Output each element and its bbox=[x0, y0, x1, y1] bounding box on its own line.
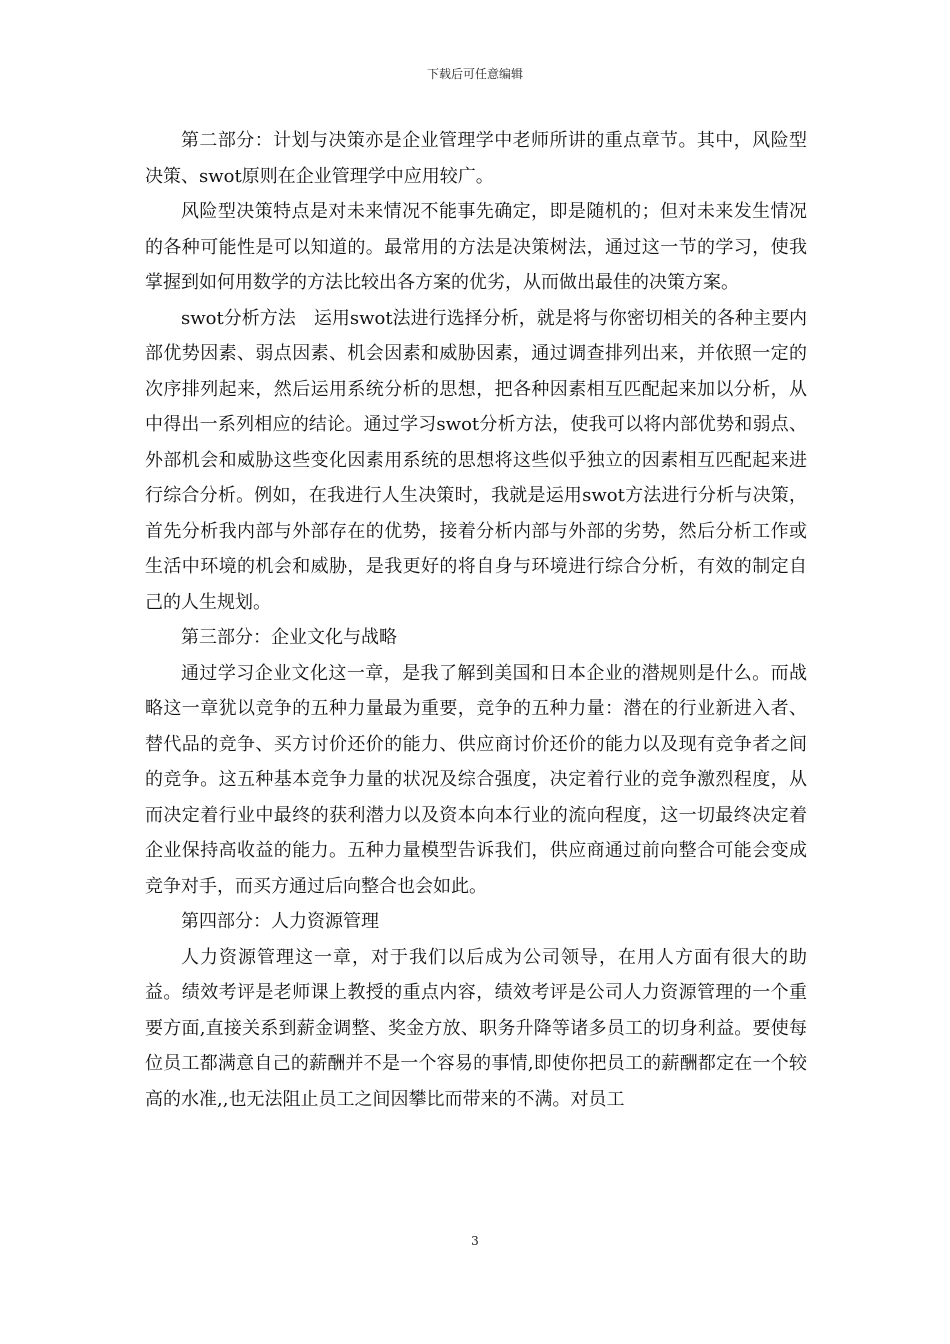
document-body bbox=[145, 123, 807, 1117]
section-heading-part-three: 第三部分：企业文化与战略 bbox=[181, 627, 397, 648]
paragraph-risk-decision: 风险型决策特点是对未来情况不能事先确定，即是随机的；但对未来发生情况的各种可能性是可以知道的。最常用的方法是决策树法，通过这一节的学习，使我掌握到如何用数学的方法比较出各方案的优劣，从而做出最佳的决策方案。 bbox=[145, 201, 807, 293]
page-number: 3 bbox=[471, 1234, 479, 1248]
section-heading-part-four: 第四部分：人力资源管理 bbox=[181, 911, 379, 932]
paragraph-part-two-intro: 第二部分：计划与决策亦是企业管理学中老师所讲的重点章节。其中，风险型决策、swot原则在企业管理学中应用较广。 bbox=[145, 130, 807, 187]
paragraph-human-resources: 人力资源管理这一章，对于我们以后成为公司领导，在用人方面有很大的助益。绩效考评是老师课上教授的重点内容，绩效考评是公司人力资源管理的一个重要方面,直接关系到薪金调整、奖金方放、职务升降等诸多员工的切身利益。要使每位员工都满意自己的薪酬并不是一个容易的事情,即使你把员工的薪酬都定在一个较高的水准,,也无法阻止员工之间因攀比而带来的不满。对员工 bbox=[145, 946, 807, 1110]
paragraph-culture-strategy: 通过学习企业文化这一章，是我了解到美国和日本企业的潜规则是什么。而战略这一章犹以竞争的五种力量最为重要，竞争的五种力量：潜在的行业新进入者、替代品的竞争、买方讨价还价的能力、供应商讨价还价的能力以及现有竞争者之间的竞争。这五种基本竞争力量的状况及综合强度，决定着行业的竞争激烈程度，从而决定着行业中最终的获利潜力以及资本向本行业的流向程度，这一切最终决定着企业保持高收益的能力。五种力量模型告诉我们，供应商通过前向整合可能会变成竞争对手，而买方通过后向整合也会如此。 bbox=[145, 662, 807, 897]
page-header: 下载后可任意编辑 bbox=[426, 67, 523, 81]
paragraph-swot-analysis: swot分析方法 运用swot法进行选择分析，就是将与你密切相关的各种主要内部优势因素、弱点因素、机会因素和威胁因素，通过调查排列出来，并依照一定的次序排列起来，然后运用系统分析的思想，把各种因素相互匹配起来加以分析，从中得出一系列相应的结论。通过学习swot分析方法，使我可以将内部优势和弱点、外部机会和威胁这些变化因素用系统的思想将这些似乎独立的因素相互匹配起来进行综合分析。例如，在我进行人生决策时，我就是运用swot方法进行分析与决策，首先分析我内部与外部存在的优势，接着分析内部与外部的劣势，然后分析工作或生活中环境的机会和威胁，是我更好的将自身与环境进行综合分析，有效的制定自己的人生规划。 bbox=[145, 307, 807, 613]
